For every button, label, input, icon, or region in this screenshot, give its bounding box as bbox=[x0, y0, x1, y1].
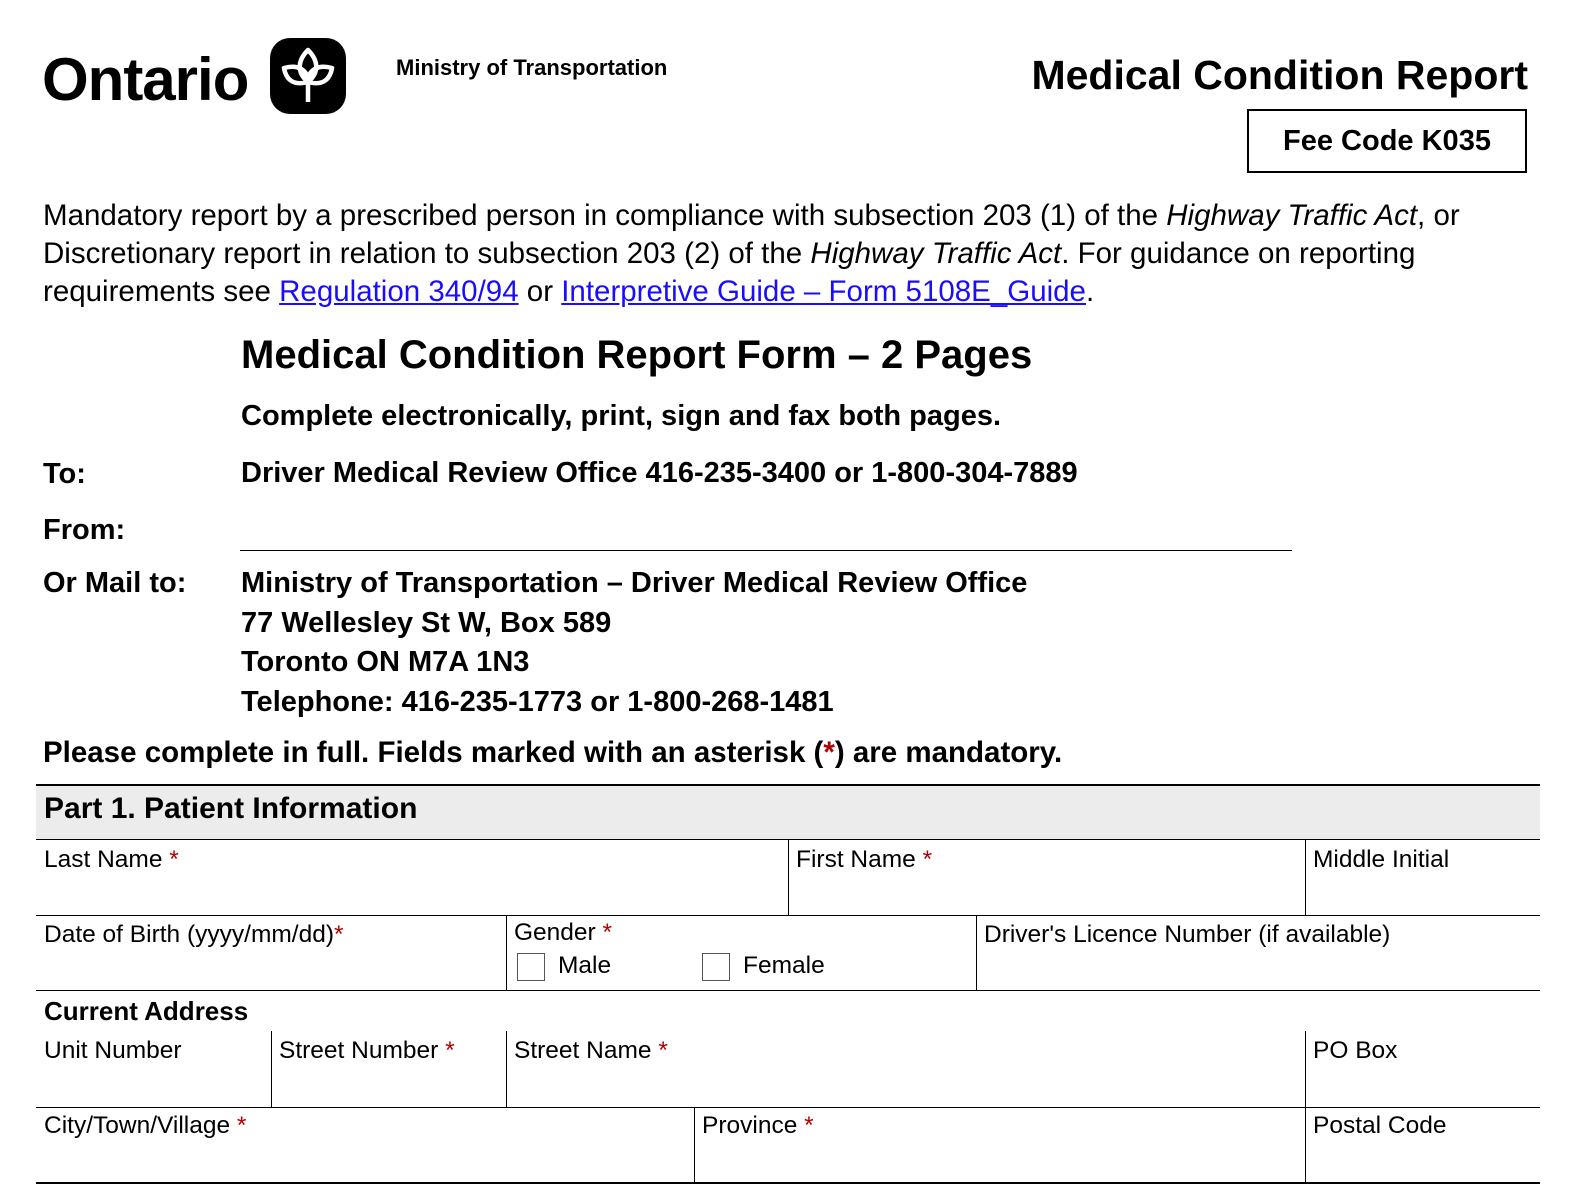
to-label: To: bbox=[43, 458, 86, 490]
female-checkbox[interactable] bbox=[702, 953, 730, 981]
row-divider bbox=[36, 990, 1540, 991]
fee-code-box bbox=[1247, 109, 1527, 173]
po-box-input[interactable] bbox=[1313, 1068, 1533, 1102]
province-input[interactable] bbox=[702, 1144, 1298, 1178]
divider bbox=[1305, 1107, 1306, 1182]
to-value: Driver Medical Review Office 416-235-3400 or 1-800-304-7889 bbox=[241, 457, 1078, 489]
licence-input[interactable] bbox=[984, 952, 1534, 986]
trillium-logo-icon bbox=[270, 38, 346, 114]
intro-paragraph bbox=[43, 197, 1533, 311]
intro-text: or bbox=[518, 275, 562, 308]
note-text: Please complete in full. Fields marked with an asterisk ( bbox=[43, 736, 824, 769]
divider bbox=[976, 915, 977, 990]
intro-text: , or Discretionary report in relation to subsection 203 (2) of the bbox=[43, 199, 1460, 270]
gender-label: Gender * bbox=[514, 919, 613, 946]
intro-text: . For guidance on reporting requirements see bbox=[43, 237, 1416, 308]
divider bbox=[788, 840, 789, 915]
row-divider bbox=[36, 1107, 1540, 1108]
city-input[interactable] bbox=[44, 1144, 686, 1178]
current-address-heading: Current Address bbox=[44, 996, 249, 1026]
divider bbox=[1305, 840, 1306, 915]
street-name-label: Street Name * bbox=[514, 1037, 668, 1064]
mail-line: 77 Wellesley St W, Box 589 bbox=[241, 606, 612, 639]
act-name: Highway Traffic Act bbox=[1166, 199, 1418, 232]
part1-title: Part 1. Patient Information bbox=[44, 792, 418, 825]
first-name-input[interactable] bbox=[796, 878, 1296, 912]
note-text: ) are mandatory. bbox=[834, 736, 1063, 769]
po-box-label: PO Box bbox=[1313, 1037, 1398, 1064]
postal-code-label: Postal Code bbox=[1313, 1112, 1447, 1139]
ministry-name: Ministry of Transportation bbox=[396, 55, 668, 80]
city-label: City/Town/Village * bbox=[44, 1112, 247, 1139]
fee-code-text: Fee Code K035 bbox=[1283, 124, 1491, 157]
dob-label: Date of Birth (yyyy/mm/dd)* bbox=[44, 921, 344, 948]
table-bottom-border bbox=[36, 1182, 1540, 1184]
middle-initial-label: Middle Initial bbox=[1313, 846, 1450, 873]
mandatory-note bbox=[43, 736, 1062, 770]
street-number-input[interactable] bbox=[279, 1068, 499, 1102]
unit-number-label: Unit Number bbox=[44, 1037, 182, 1064]
mail-line: Ministry of Transportation – Driver Medical Review Office bbox=[241, 567, 1028, 599]
mailing-address bbox=[241, 564, 1027, 722]
interpretive-guide-link[interactable]: Interpretive Guide – Form 5108E_Guide bbox=[561, 275, 1086, 308]
ontario-logo-text: Ontario bbox=[42, 46, 249, 113]
first-name-label: First Name * bbox=[796, 846, 933, 873]
licence-label: Driver's Licence Number (if available) bbox=[984, 921, 1391, 948]
middle-initial-input[interactable] bbox=[1313, 878, 1533, 912]
document-title: Medical Condition Report bbox=[1031, 52, 1528, 98]
female-label: Female bbox=[743, 952, 825, 979]
male-checkbox[interactable] bbox=[517, 953, 545, 981]
intro-text: . bbox=[1085, 275, 1095, 308]
postal-code-input[interactable] bbox=[1313, 1144, 1533, 1178]
divider bbox=[506, 915, 507, 990]
divider bbox=[694, 1107, 695, 1182]
divider bbox=[506, 1031, 507, 1107]
unit-number-input[interactable] bbox=[44, 1068, 264, 1102]
mail-label: Or Mail to: bbox=[43, 567, 187, 599]
intro-text: Mandatory report by a prescribed person in compliance with subsection 203 (1) of the bbox=[43, 199, 1167, 232]
mail-line: Telephone: 416-235-1773 or 1-800-268-1481 bbox=[241, 685, 834, 718]
required-asterisk: * bbox=[823, 736, 835, 769]
from-field[interactable] bbox=[240, 550, 1292, 551]
last-name-label: Last Name * bbox=[44, 846, 179, 873]
mail-line: Toronto ON M7A 1N3 bbox=[241, 646, 530, 678]
regulation-link[interactable]: Regulation 340/94 bbox=[279, 275, 519, 308]
dob-input[interactable] bbox=[44, 952, 499, 986]
form-instructions: Complete electronically, print, sign and fax both pages. bbox=[241, 400, 1002, 432]
province-label: Province * bbox=[702, 1112, 814, 1139]
act-name: Highway Traffic Act bbox=[810, 237, 1062, 270]
male-label: Male bbox=[558, 952, 612, 979]
last-name-input[interactable] bbox=[44, 878, 780, 912]
street-number-label: Street Number * bbox=[279, 1037, 455, 1064]
divider bbox=[1305, 1031, 1306, 1107]
street-name-input[interactable] bbox=[514, 1068, 1298, 1102]
row-divider bbox=[36, 915, 1540, 916]
divider bbox=[271, 1031, 272, 1107]
form-title: Medical Condition Report Form – 2 Pages bbox=[241, 333, 1033, 377]
from-label: From: bbox=[43, 514, 126, 546]
